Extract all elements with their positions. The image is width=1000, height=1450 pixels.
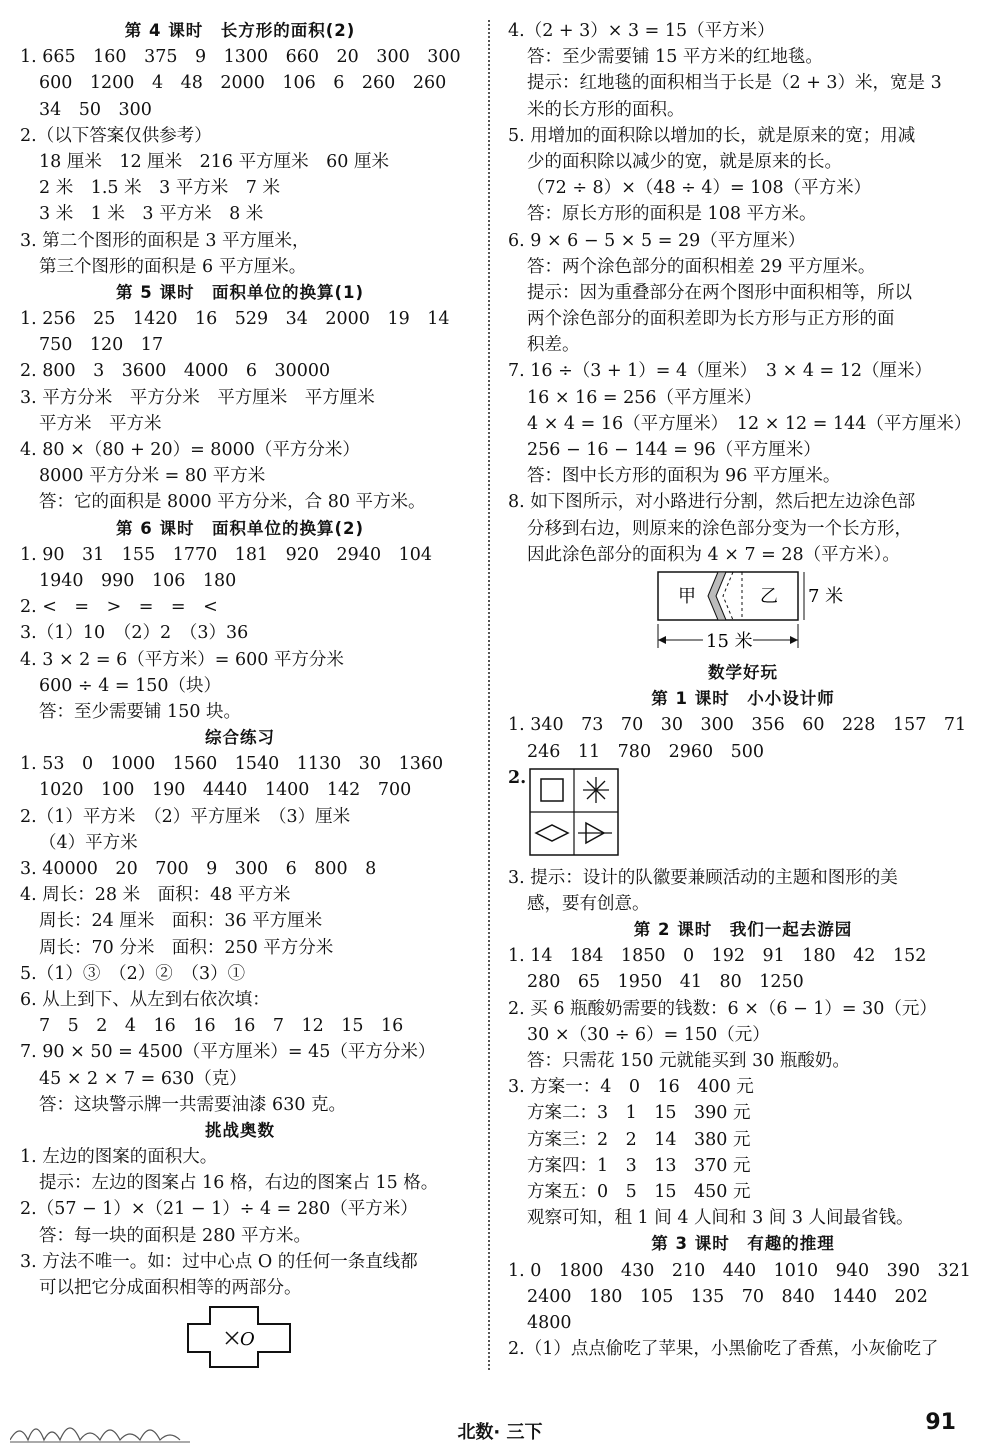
text-line: 246 11 780 2960 500 (527, 741, 765, 762)
section-heading: 挑战奥数 (205, 1120, 275, 1140)
right-lines-b (508, 660, 978, 765)
text-line: 4.（2 + 3）× 3 = 15（平方米） (508, 21, 775, 41)
text-line: 2.（1）点点偷吃了苹果，小黑偷吃了香蕉，小灰偷吃了 (508, 1339, 939, 1360)
footer-text: 北数· 三下 (457, 1422, 543, 1443)
label-jia: 甲 (678, 585, 696, 607)
text-line: 答：图中长方形的面积为 96 平方厘米。 (527, 466, 841, 487)
text-line: 1020 100 190 4440 1400 142 700 (39, 780, 412, 801)
text-line: 1940 990 106 180 (39, 570, 237, 591)
text-line: 答：每一块的面积是 280 平方米。 (39, 1225, 312, 1246)
text-line: 2400 180 105 135 70 840 1440 202 (527, 1286, 928, 1307)
text-line: 1. 左边的图案的面积大。 (20, 1147, 218, 1168)
right-lines-c (508, 865, 978, 1363)
text-line: 答：这块警示牌一共需要油漆 630 克。 (39, 1094, 347, 1115)
text-line: 答：两个涂色部分的面积相差 29 平方厘米。 (527, 256, 876, 277)
text-line: 7 5 2 4 16 16 16 7 12 15 16 (39, 1016, 404, 1037)
text-line: 观察可知，租 1 间 4 人间和 3 间 3 人间最省钱。 (527, 1208, 914, 1229)
text-line: 256 − 16 − 144 = 96（平方厘米） (527, 440, 821, 460)
page-number: 91 (925, 1410, 956, 1435)
text-line: 2.（1）平方米 （2）平方厘米 （3）厘米 (20, 806, 351, 827)
width-label: 15 米 (706, 630, 753, 652)
left-lines (20, 18, 460, 1301)
path-diagram (508, 568, 978, 660)
text-line: 6. 9 × 6 − 5 × 5 = 29（平方厘米） (508, 230, 806, 251)
cross-figure (20, 1301, 460, 1371)
text-line: 第三个图形的面积是 6 平方厘米。 (39, 256, 307, 277)
column-divider (488, 20, 490, 1370)
text-line: 7. 90 × 50 = 4500（平方厘米）= 45（平方分米） (20, 1042, 436, 1063)
text-line: 答：只需花 150 元就能买到 30 瓶酸奶。 (527, 1051, 850, 1071)
section-heading: 数学好玩 (708, 662, 778, 682)
text-line: 两个涂色部分的面积差即为长方形与正方形的面 (527, 309, 895, 330)
q2-label: 2. (508, 767, 527, 788)
text-line: 感，要有创意。 (527, 893, 650, 914)
text-line: 3. 平方分米 平方分米 平方厘米 平方厘米 (20, 387, 375, 408)
text-line: 答：至少需要铺 15 平方米的红地毯。 (527, 47, 823, 68)
text-line: 8000 平方分米 = 80 平方米 (39, 466, 266, 487)
text-line: 600 ÷ 4 = 150（块） (39, 675, 222, 696)
text-line: 提示：因为重叠部分在两个图形中面积相等，所以 (527, 282, 912, 303)
text-line: 方案三：2 2 14 380 元 (527, 1129, 751, 1150)
section-heading: 第 5 课时 面积单位的换算(1) (115, 282, 365, 302)
text-line: 2 米 1.5 米 3 平方米 7 米 (39, 178, 280, 199)
text-line: 1. 90 31 155 1770 181 920 2940 104 (20, 544, 432, 565)
text-line: 3.（1）10 （2）2 （3）36 (20, 623, 249, 644)
text-line: 3. 第二个图形的面积是 3 平方厘米， (20, 230, 310, 251)
text-line: 3. 方法不唯一。如：过中心点 O 的任何一条直线都 (20, 1251, 418, 1272)
text-line: 2.（57 − 1）×（21 − 1）÷ 4 = 280（平方米） (20, 1199, 418, 1220)
text-line: （4）平方米 (39, 832, 138, 853)
height-label: 7 米 (808, 585, 844, 607)
label-yi: 乙 (760, 585, 778, 607)
text-line: 280 65 1950 41 80 1250 (527, 972, 804, 993)
text-line: 4800 (527, 1312, 572, 1333)
text-line: 18 厘米 12 厘米 216 平方厘米 60 厘米 (39, 151, 389, 172)
text-line: 周长：24 厘米 面积：36 平方厘米 (39, 911, 323, 932)
text-line: 答：至少需要铺 150 块。 (39, 701, 242, 722)
text-line: 1. 53 0 1000 1560 1540 1130 30 1360 (20, 754, 444, 775)
text-line: 30 ×（30 ÷ 6）= 150（元） (527, 1024, 770, 1045)
text-line: 1. 256 25 1420 16 529 34 2000 19 14 (20, 309, 450, 330)
text-line: 34 50 300 (39, 99, 152, 120)
section-heading: 第 2 课时 我们一起去游园 (633, 920, 853, 940)
text-line: 方案五：0 5 15 450 元 (527, 1181, 751, 1202)
text-line: 600 1200 4 48 2000 106 6 260 260 (39, 73, 447, 94)
text-line: 45 × 2 × 7 = 630（克） (39, 1068, 247, 1089)
text-line: 积差。 (527, 335, 580, 356)
badge-grid-figure (508, 765, 978, 865)
right-lines-a (508, 18, 978, 568)
text-line: 1. 340 73 70 30 300 356 60 228 157 71 (508, 715, 967, 736)
text-line: 分移到右边，则原来的涂色部分变为一个长方形， (527, 518, 912, 539)
text-line: 方案二：3 1 15 390 元 (527, 1103, 751, 1124)
text-line: 1. 665 160 375 9 1300 660 20 300 300 (20, 47, 461, 68)
text-line: 750 120 17 (39, 335, 164, 356)
text-line: 3. 方案一：4 0 16 400 元 (508, 1077, 754, 1098)
section-heading: 第 1 课时 小小设计师 (651, 689, 835, 709)
text-line: 4. 80 ×（80 + 20）= 8000（平方分米） (20, 440, 360, 460)
text-line: 2.（以下答案仅供参考） (20, 125, 212, 146)
text-line: 周长：70 分米 面积：250 平方分米 (39, 937, 334, 958)
text-line: 提示：红地毯的面积相当于长是（2 + 3）米，宽是 3 (527, 73, 942, 94)
section-heading: 第 4 课时 长方形的面积(2) (124, 21, 356, 40)
text-line: 可以把它分成面积相等的两部分。 (39, 1278, 302, 1298)
text-line: 1. 0 1800 430 210 440 1010 940 390 321 (508, 1260, 971, 1281)
left-column (20, 18, 460, 1371)
text-line: （72 ÷ 8）×（48 ÷ 4）= 108（平方米） (527, 178, 872, 199)
text-line: 3 米 1 米 3 平方米 8 米 (39, 204, 264, 225)
right-column (508, 18, 978, 1362)
section-heading: 第 3 课时 有趣的推理 (651, 1234, 835, 1254)
text-line: 4. 周长：28 米 面积：48 平方米 (20, 885, 291, 906)
text-line: 8. 如下图所示，对小路进行分割，然后把左边涂色部 (508, 492, 916, 513)
text-line: 方案四：1 3 13 370 元 (527, 1155, 751, 1176)
text-line: 答：它的面积是 8000 平方分米，合 80 平方米。 (39, 492, 426, 513)
text-line: 6. 从上到下、从左到右依次填： (20, 989, 270, 1010)
text-line: 米的长方形的面积。 (527, 99, 685, 120)
cross-center-label: O (240, 1329, 255, 1351)
text-line: 3. 40000 20 700 9 300 6 800 8 (20, 859, 377, 879)
text-line: 答：原长方形的面积是 108 平方米。 (527, 204, 817, 225)
section-heading: 第 6 课时 面积单位的换算(2) (115, 518, 365, 538)
text-line: 提示：左边的图案占 16 格，右边的图案占 15 格。 (39, 1173, 439, 1194)
text-line: 4 × 4 = 16（平方厘米） 12 × 12 = 144（平方厘米） (527, 413, 972, 434)
text-line: 3. 提示：设计的队徽要兼顾活动的主题和图形的美 (508, 867, 898, 888)
text-line: 2. 买 6 瓶酸奶需要的钱数：6 ×（6 − 1）= 30（元） (508, 998, 937, 1019)
text-line: 1. 14 184 1850 0 192 91 180 42 152 (508, 946, 927, 967)
text-line: 平方米 平方米 (39, 413, 162, 434)
section-heading: 综合练习 (205, 728, 275, 748)
text-line: 4. 3 × 2 = 6（平方米）= 600 平方分米 (20, 649, 344, 670)
text-line: 2. 800 3 3600 4000 6 30000 (20, 361, 331, 382)
text-line: 少的面积除以减少的宽，就是原来的长。 (527, 151, 842, 172)
text-line: 7. 16 ÷（3 + 1）= 4（厘米） 3 × 4 = 12（厘米） (508, 361, 933, 382)
text-line: 5. 用增加的面积除以增加的长，就是原来的宽；用减 (508, 125, 916, 146)
text-line: 16 × 16 = 256（平方厘米） (527, 387, 762, 408)
page-footer (0, 1400, 1000, 1450)
text-line: 2. < = > = = < (20, 597, 218, 618)
text-line: 因此涂色部分的面积为 4 × 7 = 28（平方米）。 (527, 544, 900, 565)
text-line: 5.（1）③ （2）② （3）① (20, 963, 246, 984)
